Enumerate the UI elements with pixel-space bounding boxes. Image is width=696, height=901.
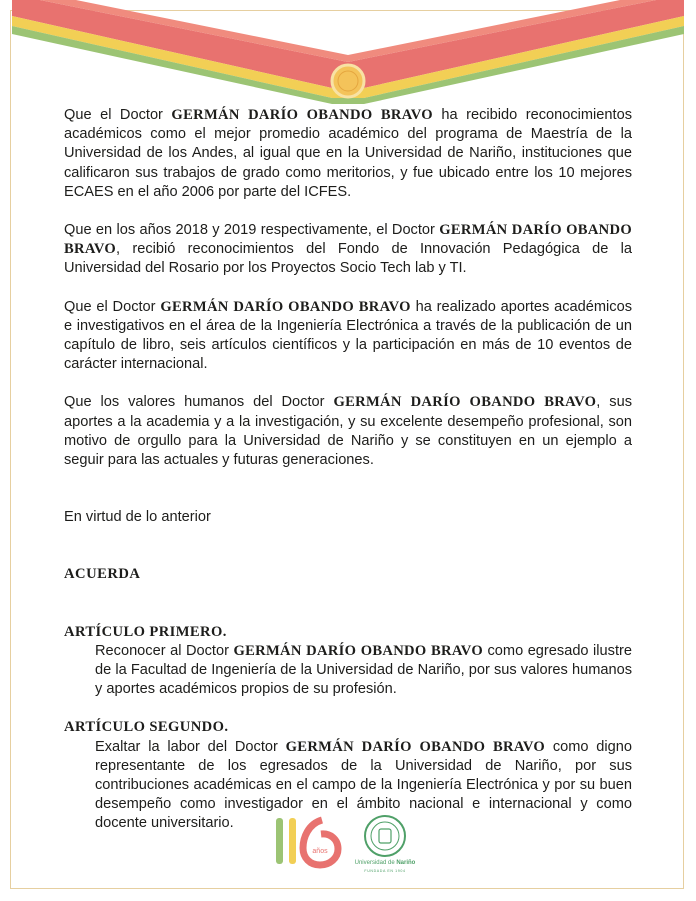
svg-text:Universidad de Nariño [355,860,416,866]
honoree-name: GERMÁN DARÍO OBANDO BRAVO [285,738,546,755]
honoree-name: GERMÁN DARÍO OBANDO BRAVO [333,394,597,411]
ribbon-decoration [0,0,696,105]
honoree-name: GERMÁN DARÍO OBANDO BRAVO [233,642,483,659]
paragraph-2: Que en los años 2018 y 2019 respectivamente, el Doctor GERMÁN DARÍO OBANDO BRAVO, recibió reconocimientos del Fondo de Innovación Pedagógica de la Universidad del Rosario por los Proyectos Socio Tech lab y TI. [64,222,632,277]
document-body [64,106,632,834]
paragraph-4: Que los valores humanos del Doctor GERMÁN DARÍO OBANDO BRAVO, sus aportes a la academia y a la investigación, y su excelente desempeño profesional, son motivo de orgullo para la Universidad de Nariño y se constituyen en un ejemplo a seguir para las actuales y futuras generaciones. [64,394,632,469]
university-prefix: Universidad de [354,860,395,866]
article-2-title: ARTÍCULO SEGUNDO. [64,719,229,736]
footer-logos [270,808,430,878]
anniversary-word: años [312,848,328,855]
founded-text: FUNDADA EN 1904 [364,869,406,873]
university-logo [355,816,416,873]
university-name: Nariño [396,860,416,866]
article-2-body: Exaltar la labor del Doctor GERMÁN DARÍO OBANDO BRAVO como digno representante de los egresados de la Universidad de Nariño, por sus contribuciones académicas en el campo de la Ingeniería Electrónica y por su buen desempeño como investigador en el ámbito nacional e internacional y como docente universitario. [95,738,633,832]
anniversary-logo [276,818,338,865]
paragraph-1: Que el Doctor GERMÁN DARÍO OBANDO BRAVO ha recibido reconocimientos académicos como el mejor promedio académico del programa de Maestría de la Universidad de los Andes, al igual que en la Universidad de Nariño, instituciones que calificaron sus trabajos de grado como meritorios, y fue ubicado entre los 10 mejores ECAES en el año 2006 por parte del ICFES. [64,107,632,200]
honoree-name: GERMÁN DARÍO OBANDO BRAVO [171,107,433,123]
virtud-line: En virtud de lo anterior [64,509,211,526]
honoree-name: GERMÁN DARÍO OBANDO BRAVO [160,298,411,315]
medal-icon [332,65,364,97]
paragraph-3: Que el Doctor GERMÁN DARÍO OBANDO BRAVO ha realizado aportes académicos e investigativos en el área de la Ingeniería Electrónica a través de la publicación de un capítulo de libro, seis artículos científicos y la participación en más de 10 eventos de carácter internacional. [64,298,633,373]
acuerda-heading: ACUERDA [64,566,141,583]
article-1-title: ARTÍCULO PRIMERO. [64,623,227,640]
article-1-body: Reconocer al Doctor GERMÁN DARÍO OBANDO BRAVO como egresado ilustre de la Facultad de Ingeniería de la Universidad de Nariño, por sus valores humanos y aportes académicos propios de su profesión. [95,642,632,698]
honoree-name: GERMÁN DARÍO OBANDO BRAVO [64,222,632,258]
